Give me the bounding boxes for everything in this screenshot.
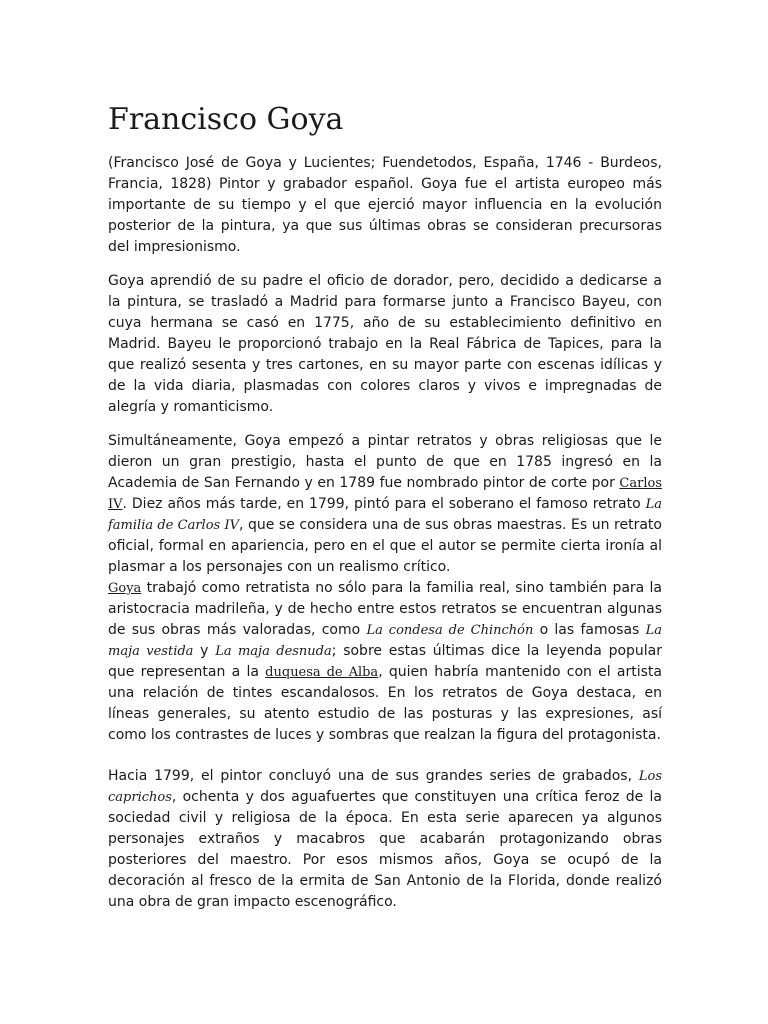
paragraph-text: trabajó como retratista no sólo para la familia real, sino también para la aristocracia madrileña, y de hecho entre estos retratos se encuentran algunas de sus obras más valoradas, como bbox=[108, 580, 662, 638]
paragraph-early-life: Goya aprendió de su padre el oficio de dorador, pero, decidido a dedicarse a la pintura, se trasladó a Madrid para formarse junto a Francisco Bayeu, con cuya hermana se casó en 1775, año de su establecimiento definitivo en Madrid. Bayeu le proporcionó trabajo en la Real Fábrica de Tapices, para la que realizó sesenta y tres cartones, en su mayor parte con escenas idílicas y de la vida diaria, plasmadas con colores claros y vivos e impregnadas de alegría y romanticismo. bbox=[108, 273, 662, 415]
paragraph-court-painter bbox=[108, 431, 662, 578]
paragraph-text: . Diez años más tarde, en 1799, pintó para el soberano el famoso retrato bbox=[122, 496, 646, 512]
work-title-condesa: La condesa de Chinchón bbox=[366, 623, 534, 638]
paragraph-text: Hacia 1799, el pintor concluyó una de sus grandes series de grabados, bbox=[108, 768, 639, 784]
paragraph-text: , que se considera una de sus obras maestras. Es un retrato oficial, formal en apariencia, pero en el que el autor se permite cierta ironía al plasmar a los personajes con un realismo crítico. bbox=[108, 517, 662, 575]
work-title-maja-vestida: La maja vestida bbox=[108, 623, 662, 659]
paragraph-text: , ochenta y dos aguafuertes que constituyen una crítica feroz de la sociedad civil y religiosa de la época. En esta serie aparecen ya algunos personajes extraños y macabros que acabarán protagonizando obras posteriores del maestro. Por esos mismos años, Goya se ocupó de la decoración al fresco de la ermita de San Antonio de la Florida, donde realizó una obra de gran impacto escenográfico. bbox=[108, 789, 662, 910]
link-duquesa-de-alba[interactable]: duquesa de Alba bbox=[265, 665, 379, 680]
link-goya[interactable]: Goya bbox=[108, 581, 142, 596]
paragraph-intro: (Francisco José de Goya y Lucientes; Fuendetodos, España, 1746 - Burdeos, Francia, 1828) Pintor y grabador español. Goya fue el artista europeo más importante de su tiempo y el que ejerció mayor influencia en la evolución posterior de la pintura, ya que sus últimas obras se consideran precursoras del impresionismo. bbox=[108, 155, 662, 255]
work-title-maja-desnuda: La maja desnuda bbox=[215, 644, 332, 659]
paragraph-text: o las famosas bbox=[533, 622, 646, 638]
paragraph-text: ; sobre estas últimas dice la leyenda popular que representan a la bbox=[108, 643, 663, 680]
work-title-familia: La familia de Carlos IV bbox=[108, 497, 662, 533]
paragraph-portraits bbox=[108, 578, 662, 746]
paragraph-caprichos bbox=[108, 766, 662, 913]
link-carlos-iv[interactable]: Carlos IV bbox=[108, 476, 662, 512]
paragraph-text: Simultáneamente, Goya empezó a pintar retratos y obras religiosas que le dieron un gran prestigio, hasta el punto de que en 1785 ingresó en la Academia de San Fernando y en 1789 fue nombrado pintor de corte por bbox=[108, 433, 662, 491]
paragraph-text: , quien habría mantenido con el artista una relación de tintes escandalosos. En los retratos de Goya destaca, en líneas generales, su atento estudio de las posturas y las expresiones, así como los contrastes de luces y sombras que realzan la figura del protagonista. bbox=[108, 664, 662, 743]
paragraph-text: y bbox=[193, 643, 216, 659]
page-title: Francisco Goya bbox=[108, 102, 344, 137]
work-title-caprichos: Los caprichos bbox=[108, 769, 662, 805]
